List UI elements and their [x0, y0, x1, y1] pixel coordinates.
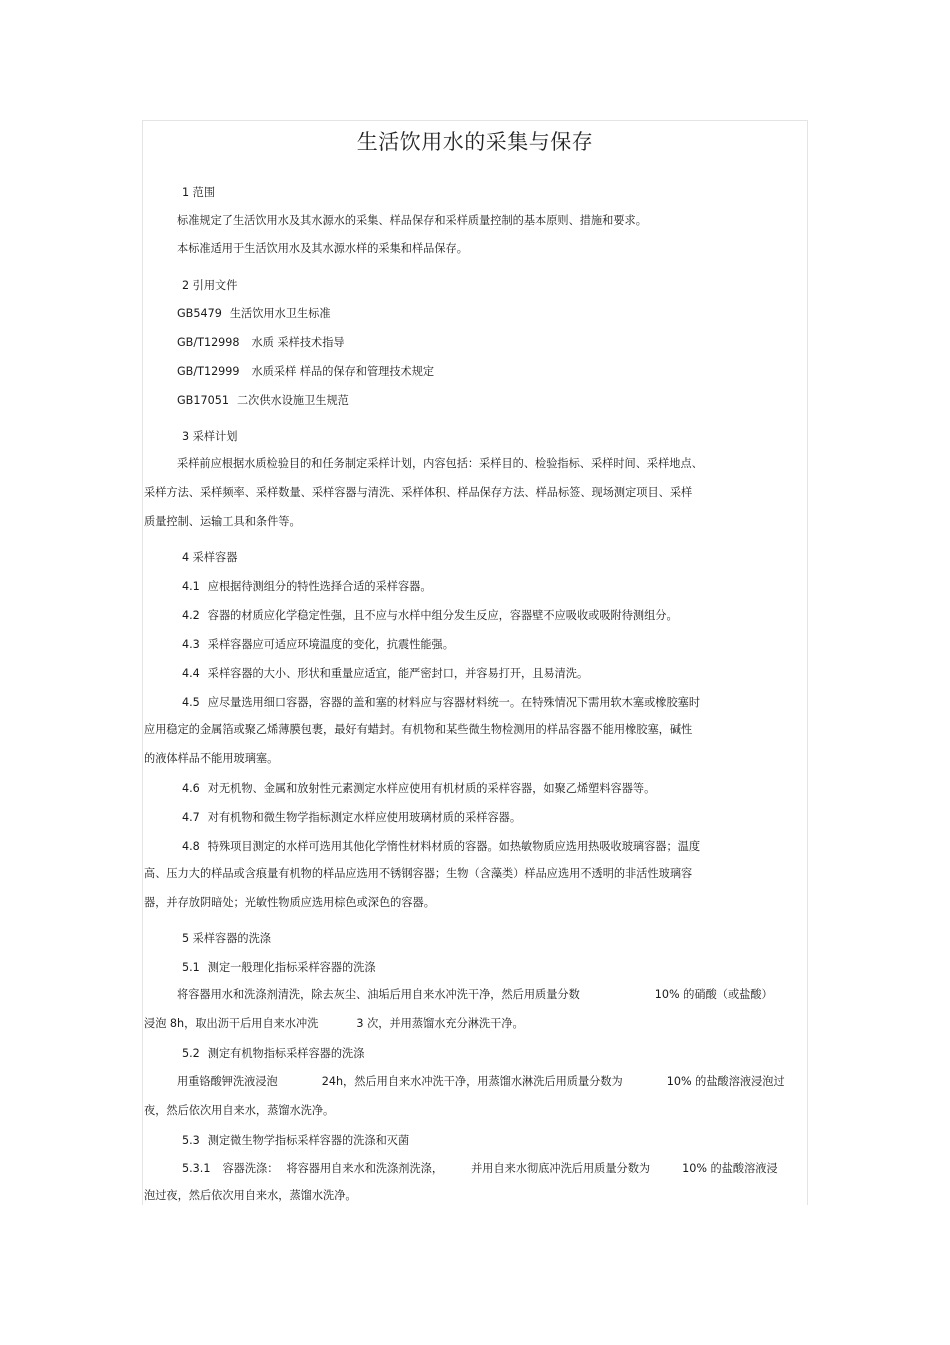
section-2-heading: 2 引用文件 [182, 279, 238, 292]
item-5-3-1-line-2: 泡过夜，然后依次用自来水，蒸馏水洗净。 [144, 1189, 357, 1202]
item-4-1 [182, 580, 432, 594]
reference-name: 水质 采样技术指导 [251, 336, 345, 349]
text-segment: 容器洗涤： [222, 1162, 279, 1175]
text-segment: 10% 的盐酸溶液浸泡过 [666, 1075, 785, 1088]
item-5-3-1 [182, 1162, 778, 1176]
reference-item [177, 365, 434, 379]
item-5-2-line-2: 夜，然后依次用自来水，蒸馏水洗净。 [144, 1104, 335, 1117]
reference-code: GB/T12998 [177, 336, 240, 349]
section-3-heading: 3 采样计划 [182, 430, 238, 443]
item-text: 对有机物和微生物学指标测定水样应使用玻璃材质的采样容器。 [207, 811, 522, 824]
document-title: 生活饮用水的采集与保存 [356, 130, 594, 154]
item-4-2 [182, 609, 678, 623]
section-5-heading: 5 采样容器的洗涤 [182, 932, 271, 945]
item-4-5-line-2: 应用稳定的金属箔或聚乙烯薄膜包裹，最好有蜡封。有机物和某些微生物检测用的样品容器不能用橡胶塞，碱性 [144, 723, 693, 736]
item-number: 4.2 [182, 609, 200, 622]
item-number: 4.6 [182, 782, 200, 795]
text-segment: 10% 的硝酸（或盐酸） [654, 988, 773, 1001]
reference-item [177, 394, 349, 408]
item-5-1-line-1 [177, 988, 773, 1002]
text-segment: 用重铬酸钾洗液浸泡 [177, 1075, 278, 1088]
item-4-8-line-2: 高、压力大的样品或含痕量有机物的样品应选用不锈钢容器；生物（含藻类）样品应选用不透明的非活性玻璃容 [144, 867, 693, 880]
item-5-1-line-2 [144, 1017, 524, 1031]
item-text: 应根据待测组分的特性选择合适的采样容器。 [207, 580, 432, 593]
item-number: 4.1 [182, 580, 200, 593]
page-frame [142, 120, 808, 1205]
text-segment: 并用自来水彻底冲洗后用质量分数为 [471, 1162, 651, 1175]
item-4-6 [182, 782, 655, 796]
text-segment: 将容器用自来水和洗涤剂洗涤， [286, 1162, 444, 1175]
text-segment: 3 次，并用蒸馏水充分淋洗干净。 [356, 1017, 524, 1030]
section-3-line-1: 采样前应根据水质检验目的和任务制定采样计划，内容包括：采样目的、检验指标、采样时间、采样地点、 [177, 457, 703, 470]
reference-name: 水质采样 样品的保存和管理技术规定 [251, 365, 435, 378]
text-segment: 浸泡 8h，取出沥干后用自来水冲洗 [144, 1017, 319, 1030]
reference-code: GB5479 [177, 307, 222, 320]
item-number: 5.3.1 [182, 1162, 211, 1175]
section-1-para-2: 本标准适用于生活饮用水及其水源水样的采集和样品保存。 [177, 242, 468, 255]
item-4-8-line-3: 器，并存放阴暗处；光敏性物质应选用棕色或深色的容器。 [144, 896, 435, 909]
item-text: 采样容器应可适应环境温度的变化，抗震性能强。 [207, 638, 454, 651]
item-text: 容器的材质应化学稳定性强，且不应与水样中组分发生反应，容器壁不应吸收或吸附待测组分。 [207, 609, 678, 622]
item-number: 5.3 [182, 1134, 200, 1147]
text-segment: 24h，然后用自来水冲洗干净，用蒸馏水淋洗后用质量分数为 [321, 1075, 623, 1088]
item-text: 测定微生物学指标采样容器的洗涤和灭菌 [207, 1134, 410, 1147]
item-5-2-line-1 [177, 1075, 785, 1089]
item-number: 4.4 [182, 667, 200, 680]
item-number: 4.3 [182, 638, 200, 651]
item-5-3 [182, 1134, 409, 1148]
item-5-2 [182, 1047, 364, 1061]
item-5-1 [182, 961, 376, 975]
item-text: 采样容器的大小、形状和重量应适宜，能严密封口，并容易打开，且易清洗。 [207, 667, 589, 680]
reference-code: GB17051 [177, 394, 229, 407]
section-4-heading: 4 采样容器 [182, 551, 238, 564]
item-text: 测定有机物指标采样容器的洗涤 [207, 1047, 365, 1060]
item-text: 应尽量选用细口容器，容器的盖和塞的材料应与容器材料统一。在特殊情况下需用软木塞或橡胶塞时 [207, 696, 701, 709]
item-text: 测定一般理化指标采样容器的洗涤 [207, 961, 376, 974]
item-number: 4.8 [182, 840, 200, 853]
item-4-8 [182, 840, 700, 854]
reference-item [177, 307, 331, 321]
section-3-line-2: 采样方法、采样频率、采样数量、采样容器与清洗、采样体积、样品保存方法、样品标签、现场测定项目、采样 [144, 486, 693, 499]
item-number: 5.2 [182, 1047, 200, 1060]
section-1-para-1: 标准规定了生活饮用水及其水源水的采集、样品保存和采样质量控制的基本原则、措施和要求。 [177, 214, 647, 227]
item-4-5 [182, 696, 700, 710]
item-4-7 [182, 811, 521, 825]
item-4-4 [182, 667, 588, 681]
reference-name: 生活饮用水卫生标准 [229, 307, 331, 320]
section-1-heading: 1 范围 [182, 186, 216, 199]
item-text: 特殊项目测定的水样可选用其他化学惰性材料材质的容器。如热敏物质应选用热吸收玻璃容器；温度 [207, 840, 701, 853]
item-number: 4.5 [182, 696, 200, 709]
text-segment: 10% 的盐酸溶液浸 [682, 1162, 778, 1175]
section-3-line-3: 质量控制、运输工具和条件等。 [144, 515, 301, 528]
item-4-5-line-3: 的液体样品不能用玻璃塞。 [144, 752, 279, 765]
text-segment: 将容器用水和洗涤剂清洗，除去灰尘、油垢后用自来水冲洗干净，然后用质量分数 [177, 988, 580, 1001]
item-number: 5.1 [182, 961, 200, 974]
reference-code: GB/T12999 [177, 365, 240, 378]
item-text: 对无机物、金属和放射性元素测定水样应使用有机材质的采样容器，如聚乙烯塑料容器等。 [207, 782, 656, 795]
reference-name: 二次供水设施卫生规范 [236, 394, 349, 407]
reference-item [177, 336, 345, 350]
item-4-3 [182, 638, 454, 652]
item-number: 4.7 [182, 811, 200, 824]
